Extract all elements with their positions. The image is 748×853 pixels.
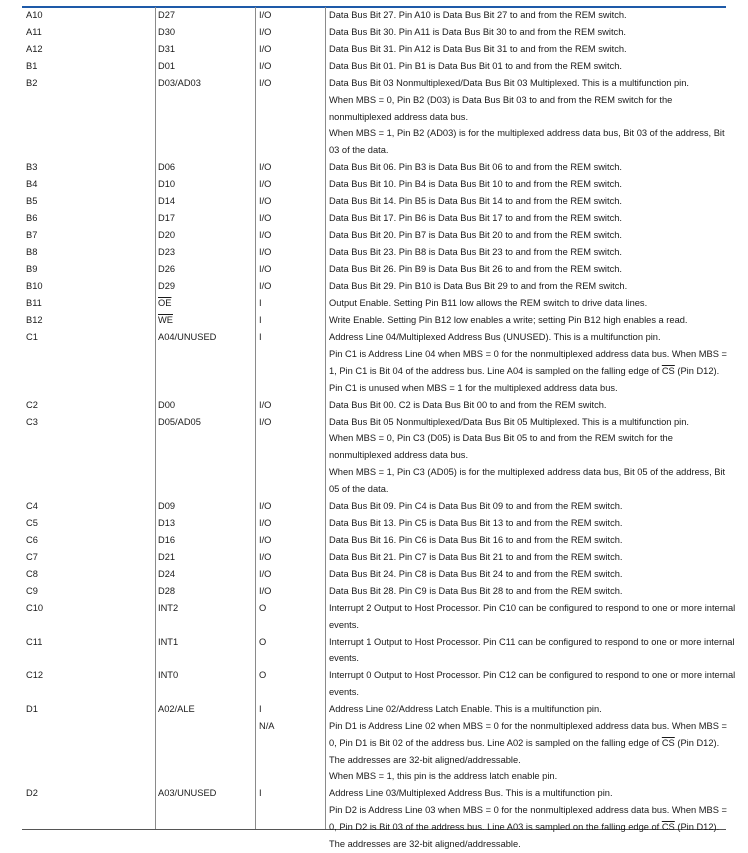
description-line: When MBS = 0, Pin C3 (D05) is Data Bus Bit 05 to and from the REM switch for the: [329, 433, 673, 444]
pin-number: C1: [26, 332, 38, 343]
signal-type: I/O: [259, 162, 272, 173]
signal-type: I/O: [259, 399, 272, 410]
table-row: [22, 667, 736, 701]
signal-name: D23: [158, 247, 176, 258]
signal-name: D20: [158, 230, 176, 241]
cs-signal-reference: $\overline{CS}$: [661, 737, 675, 748]
description-line: Data Bus Bit 05 Nonmultiplexed/Data Bus Bit 05 Multiplexed. This is a multifunction pin.: [329, 416, 690, 427]
description-line: events.: [329, 619, 359, 630]
description-line: Data Bus Bit 03 Nonmultiplexed/Data Bus Bit 03 Multiplexed. This is a multifunction pin.: [329, 78, 690, 88]
pin-number: B5: [26, 196, 38, 207]
signal-type: I/O: [259, 230, 272, 241]
description-line: Data Bus Bit 21. Pin C7 is Data Bus Bit 21 to and from the REM switch.: [329, 551, 623, 562]
description-line: Data Bus Bit 27. Pin A10 is Data Bus Bit 27 to and from the REM switch.: [329, 10, 627, 20]
signal-name: D24: [158, 568, 176, 579]
pin-number: B12: [26, 315, 43, 326]
description-line: When MBS = 1, Pin B2 (AD03) is for the multiplexed address data bus, Bit 03 of the address, Bit: [329, 128, 725, 139]
table-row: [22, 193, 726, 210]
pin-number: B2: [26, 78, 38, 88]
description-line: Data Bus Bit 26. Pin B9 is Data Bus Bit 26 to and from the REM switch.: [329, 264, 622, 275]
signal-name: A02/ALE: [158, 704, 195, 715]
description-line: When MBS = 1, this pin is the address latch enable pin.: [329, 771, 558, 782]
table-row: [22, 312, 726, 329]
signal-name: D27: [158, 10, 176, 20]
table-row: [22, 58, 726, 75]
signal-name: $\overline{WE}$: [158, 315, 173, 326]
signal-name: D29: [158, 281, 176, 292]
table-row: [22, 159, 726, 176]
pin-number: B6: [26, 213, 38, 224]
description-line: Data Bus Bit 09. Pin C4 is Data Bus Bit 09 to and from the REM switch.: [329, 500, 623, 511]
cs-signal-reference: $\overline{CS}$: [661, 365, 675, 376]
signal-type: I/O: [259, 196, 272, 207]
signal-type: I: [259, 315, 262, 326]
description-line: Data Bus Bit 13. Pin C5 is Data Bus Bit 13 to and from the REM switch.: [329, 517, 623, 528]
signal-name: A04/UNUSED: [158, 332, 217, 343]
signal-type: I/O: [259, 517, 272, 528]
pin-number: B4: [26, 179, 38, 190]
signal-type: I: [259, 332, 262, 343]
description-line: Data Bus Bit 10. Pin B4 is Data Bus Bit 10 to and from the REM switch.: [329, 179, 622, 190]
description-line: Address Line 02/Address Latch Enable. This is a multifunction pin.: [329, 704, 602, 715]
signal-name: D30: [158, 27, 176, 37]
table-row: [22, 7, 726, 24]
description-line: When MBS = 1, Pin C3 (AD05) is for the multiplexed address data bus, Bit 05 of the address, Bit: [329, 466, 726, 477]
signal-name: D17: [158, 213, 176, 224]
table-row: [22, 583, 726, 600]
signal-name: INT1: [158, 636, 179, 647]
signal-type: I/O: [259, 264, 272, 275]
signal-type-secondary: N/A: [259, 720, 275, 731]
pin-number: A12: [26, 44, 43, 54]
pin-number: C4: [26, 500, 38, 511]
signal-type: O: [259, 636, 267, 647]
description-line: Data Bus Bit 17. Pin B6 is Data Bus Bit 17 to and from the REM switch.: [329, 213, 622, 224]
description-line: Write Enable. Setting Pin B12 low enables a write; setting Pin B12 high enables a read.: [329, 315, 688, 326]
signal-type: I/O: [259, 78, 272, 88]
pin-number: B7: [26, 230, 38, 241]
signal-name: D05/AD05: [158, 416, 201, 427]
description-line: Interrupt 1 Output to Host Processor. Pin C11 can be configured to respond to one or more internal: [329, 636, 735, 647]
signal-name: D28: [158, 585, 176, 596]
pin-number: C7: [26, 551, 38, 562]
signal-name: $\overline{OE}$: [158, 298, 172, 309]
description-line: Data Bus Bit 20. Pin B7 is Data Bus Bit 20 to and from the REM switch.: [329, 230, 622, 241]
table-row: [22, 24, 726, 41]
signal-name: D01: [158, 61, 176, 71]
signal-name: D13: [158, 517, 176, 528]
table-row: [22, 176, 726, 193]
signal-name: A03/UNUSED: [158, 788, 217, 799]
signal-type: I/O: [259, 213, 272, 224]
table-row: [22, 701, 726, 785]
signal-type: I/O: [259, 10, 272, 20]
pin-number: A10: [26, 10, 43, 20]
table-row: [22, 329, 726, 396]
table-row: [22, 41, 726, 58]
table-row: [22, 414, 726, 498]
description-line: events.: [329, 687, 359, 698]
table-row: [22, 227, 726, 244]
table-row: [22, 278, 726, 295]
signal-name: D03/AD03: [158, 78, 201, 88]
pin-number: B1: [26, 61, 38, 71]
description-line: Data Bus Bit 30. Pin A11 is Data Bus Bit 30 to and from the REM switch.: [329, 27, 626, 37]
pin-number: B9: [26, 264, 38, 275]
table-row: [22, 244, 726, 261]
description-line: Data Bus Bit 24. Pin C8 is Data Bus Bit 24 to and from the REM switch.: [329, 568, 623, 579]
pin-number: C8: [26, 568, 38, 579]
pin-number: A11: [26, 27, 42, 37]
signal-name: D16: [158, 534, 176, 545]
pin-number: C9: [26, 585, 38, 596]
signal-name: D14: [158, 196, 176, 207]
table-row: [22, 261, 726, 278]
signal-type: I/O: [259, 179, 272, 190]
description-line: Data Bus Bit 31. Pin A12 is Data Bus Bit 31 to and from the REM switch.: [329, 44, 627, 54]
signal-type: I: [259, 704, 262, 715]
description-line: When MBS = 0, Pin B2 (D03) is Data Bus Bit 03 to and from the REM switch for the: [329, 94, 673, 105]
description-line: Interrupt 0 Output to Host Processor. Pin C12 can be configured to respond to one or more internal: [329, 670, 736, 681]
description-line: Data Bus Bit 14. Pin B5 is Data Bus Bit 14 to and from the REM switch.: [329, 196, 622, 207]
signal-name: D09: [158, 500, 176, 511]
signal-type: I: [259, 298, 262, 309]
pin-number: C5: [26, 517, 38, 528]
description-line: Interrupt 2 Output to Host Processor. Pin C10 can be configured to respond to one or more internal: [329, 602, 736, 613]
description-line: The addresses are 32-bit aligned/addressable.: [329, 838, 521, 849]
signal-type: I/O: [259, 585, 272, 596]
description-line: Data Bus Bit 23. Pin B8 is Data Bus Bit 23 to and from the REM switch.: [329, 247, 622, 258]
table-row: [22, 549, 726, 566]
signal-type: I: [259, 788, 262, 799]
signal-type: I/O: [259, 500, 272, 511]
description-line: Data Bus Bit 16. Pin C6 is Data Bus Bit 16 to and from the REM switch.: [329, 534, 623, 545]
description-line: Data Bus Bit 28. Pin C9 is Data Bus Bit 28 to and from the REM switch.: [329, 585, 623, 596]
pin-number: C3: [26, 416, 38, 427]
table-row: [22, 210, 726, 227]
table-row: [22, 515, 726, 532]
signal-type: I/O: [259, 44, 272, 54]
description-line: Pin D1 is Address Line 02 when MBS = 0 for the nonmultiplexed address data bus. When MBS =: [329, 720, 727, 731]
signal-type: I/O: [259, 27, 272, 37]
signal-name: INT2: [158, 602, 179, 613]
signal-name: D06: [158, 162, 176, 173]
pin-number: B10: [26, 281, 43, 292]
pin-number: C2: [26, 399, 38, 410]
description-line: The addresses are 32-bit aligned/addressable.: [329, 754, 521, 765]
description-line: 0, Pin D2 is Bit 03 of the address bus. Line A03 is sampled on the falling edge of $\overline{CS}$ (Pin D12).: [329, 821, 720, 832]
description-line: Pin C1 is unused when MBS = 1 for the multiplexed address data bus.: [329, 382, 618, 393]
description-line: nonmultiplexed address data bus.: [329, 111, 469, 122]
table-row: [22, 498, 726, 515]
description-line: Address Line 03/Multiplexed Address Bus. This is a multifunction pin.: [329, 788, 613, 799]
table-row: [22, 75, 726, 159]
signal-name: INT0: [158, 670, 179, 681]
description-line: 1, Pin C1 is Bit 04 of the address bus. Line A04 is sampled on the falling edge of $\overline{CS}$ (Pin D12).: [329, 365, 720, 376]
signal-type: O: [259, 602, 267, 613]
table-row: [22, 566, 726, 583]
signal-name: D10: [158, 179, 176, 190]
description-line: nonmultiplexed address data bus.: [329, 450, 469, 461]
pin-number: C11: [26, 636, 43, 647]
signal-type: I/O: [259, 247, 272, 258]
pin-number: D2: [26, 788, 38, 799]
signal-name: D00: [158, 399, 176, 410]
table-row: [22, 634, 735, 668]
signal-name: D21: [158, 551, 176, 562]
signal-name: D31: [158, 44, 176, 54]
pin-number: D1: [26, 704, 38, 715]
pin-number: C12: [26, 670, 44, 681]
table-row: [22, 785, 726, 852]
signal-name: D26: [158, 264, 176, 275]
table-row: [22, 295, 726, 312]
signal-type: I/O: [259, 416, 272, 427]
signal-type: O: [259, 670, 267, 681]
pin-number: C10: [26, 602, 44, 613]
table-row: [22, 397, 726, 414]
signal-type: I/O: [259, 568, 272, 579]
pin-number: B3: [26, 162, 38, 173]
description-line: 0, Pin D1 is Bit 02 of the address bus. Line A02 is sampled on the falling edge of $\overline{CS}$ (Pin D12).: [329, 737, 720, 748]
signal-type: I/O: [259, 281, 272, 292]
description-line: Data Bus Bit 01. Pin B1 is Data Bus Bit 01 to and from the REM switch.: [329, 61, 622, 71]
description-line: Data Bus Bit 00. C2 is Data Bus Bit 00 to and from the REM switch.: [329, 399, 607, 410]
description-line: Data Bus Bit 06. Pin B3 is Data Bus Bit 06 to and from the REM switch.: [329, 162, 622, 173]
description-line: 05 of the data.: [329, 483, 389, 494]
description-line: events.: [329, 653, 359, 664]
cs-signal-reference: $\overline{CS}$: [661, 821, 675, 832]
description-line: Pin C1 is Address Line 04 when MBS = 0 for the nonmultiplexed address data bus. When MBS =: [329, 348, 727, 359]
description-line: Output Enable. Setting Pin B11 low allows the REM switch to drive data lines.: [329, 298, 648, 309]
signal-type: I/O: [259, 551, 272, 562]
table-row: [22, 532, 726, 549]
description-line: Address Line 04/Multiplexed Address Bus (UNUSED). This is a multifunction pin.: [329, 332, 661, 343]
signal-type: I/O: [259, 534, 272, 545]
pin-number: B8: [26, 247, 38, 258]
pin-number: C6: [26, 534, 38, 545]
table-row: [22, 600, 736, 634]
signal-type: I/O: [259, 61, 272, 71]
pin-number: B11: [26, 298, 42, 309]
description-line: Pin D2 is Address Line 03 when MBS = 0 for the nonmultiplexed address data bus. When MBS =: [329, 805, 727, 816]
description-line: 03 of the data.: [329, 145, 389, 156]
description-line: Data Bus Bit 29. Pin B10 is Data Bus Bit 29 to and from the REM switch.: [329, 281, 628, 292]
